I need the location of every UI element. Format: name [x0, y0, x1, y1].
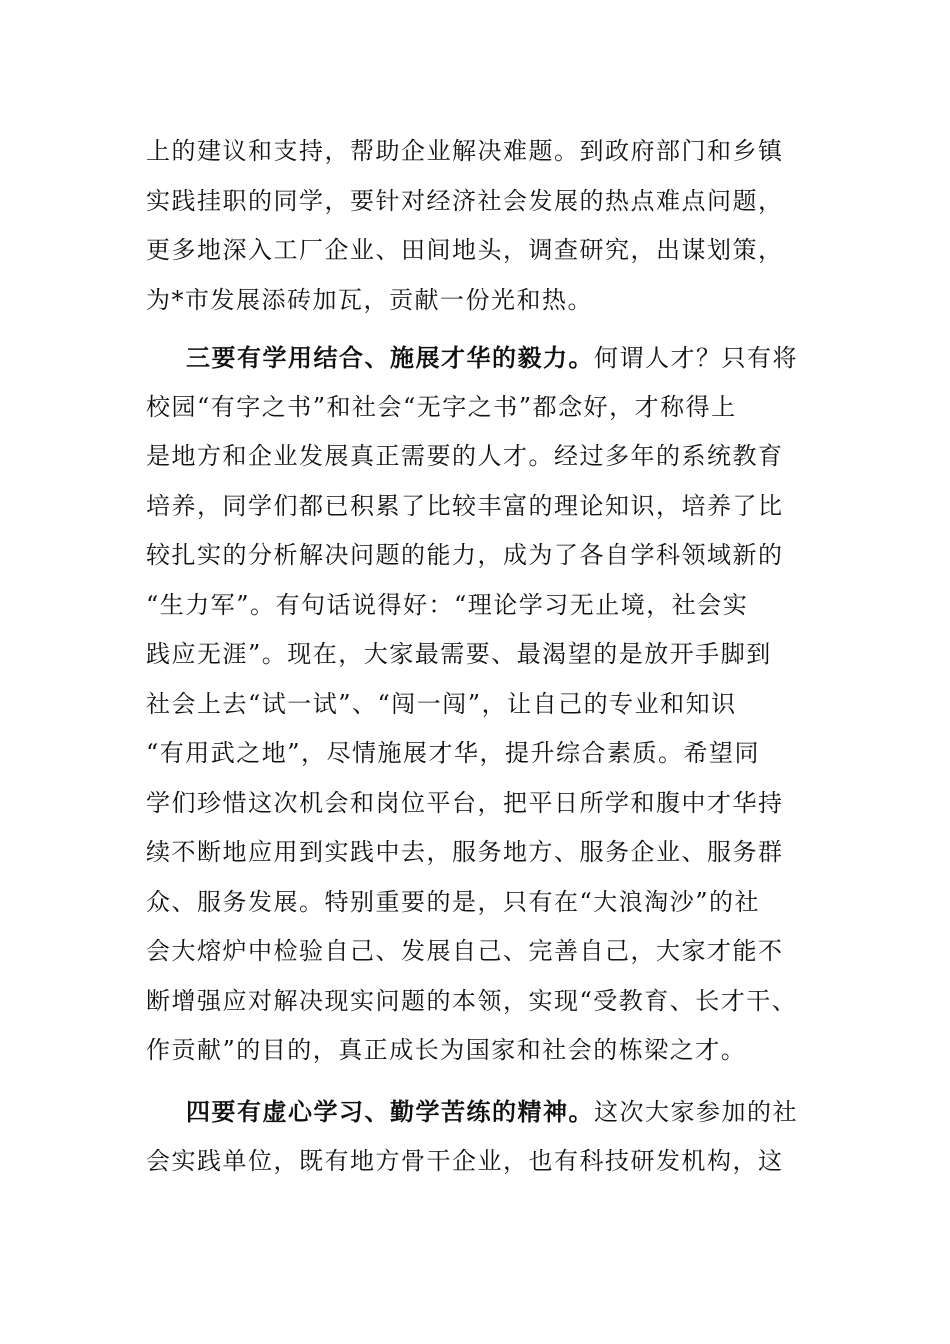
paragraph-first-line [146, 1087, 806, 1137]
paragraph-line: 学们珍惜这次机会和岗位平台，把平日所学和腹中才华持 [146, 788, 784, 817]
paragraph-first-line [146, 333, 806, 383]
paragraph-line: 较扎实的分析解决问题的能力，成为了各自学科领域新的 [146, 541, 784, 569]
paragraph-line: 为*市发展添砖加瓦，贡献一份光和热。 [146, 285, 593, 314]
paragraph-line: 会大熔炉中检验自己、发展自己、完善自己，大家才能不 [146, 937, 784, 965]
paragraph-text: 这次大家参加的社 [594, 1098, 798, 1126]
paragraph-line: 会实践单位，既有地方骨干企业，也有科技研发机构，这 [146, 1146, 784, 1175]
paragraph-1 [146, 127, 806, 325]
paragraph-line: 断增强应对解决现实问题的本领，实现“受教育、长才干、 [146, 986, 798, 1015]
paragraph-line: 上的建议和支持，帮助企业解决难题。到政府部门和乡镇 [146, 137, 784, 165]
paragraph-line: 是地方和企业发展真正需要的人才。经过多年的系统教育 [146, 442, 784, 470]
paragraph-text: 何谓人才？只有将 [594, 344, 798, 372]
section-heading: 三要有学用结合、施展才华的毅力。 [186, 343, 594, 372]
paragraph-line: 培养，同学们都已积累了比较丰富的理论知识，培养了比 [146, 491, 784, 520]
paragraph-line: 更多地深入工厂企业、田间地头，调查研究，出谋划策， [146, 236, 784, 264]
paragraph-line: 社会上去“试一试”、“闯一闯”，让自己的专业和知识 [146, 689, 737, 718]
paragraph-line: 校园“有字之书”和社会“无字之书”都念好，才称得上 [146, 392, 737, 421]
paragraph-line: 续不断地应用到实践中去，服务地方、服务企业、服务群 [146, 838, 784, 866]
paragraph-line: 众、服务发展。特别重要的是，只有在“大浪淘沙”的社 [146, 887, 761, 916]
paragraph-3 [146, 1087, 806, 1186]
paragraph-line: “生力军”。有句话说得好：“理论学习无止境，社会实 [146, 590, 749, 619]
paragraph-line: 作贡献”的目的，真正成长为国家和社会的栋梁之才。 [146, 1036, 747, 1064]
paragraph-2 [146, 333, 806, 1076]
paragraph-line: “有用武之地”，尽情施展才华，提升综合素质。希望同 [146, 739, 761, 767]
paragraph-line: 践应无涯”。现在，大家最需要、最渴望的是放开手脚到 [146, 640, 772, 668]
section-heading: 四要有虚心学习、勤学苦练的精神。 [186, 1097, 594, 1126]
paragraph-line: 实践挂职的同学，要针对经济社会发展的热点难点问题， [146, 186, 784, 215]
